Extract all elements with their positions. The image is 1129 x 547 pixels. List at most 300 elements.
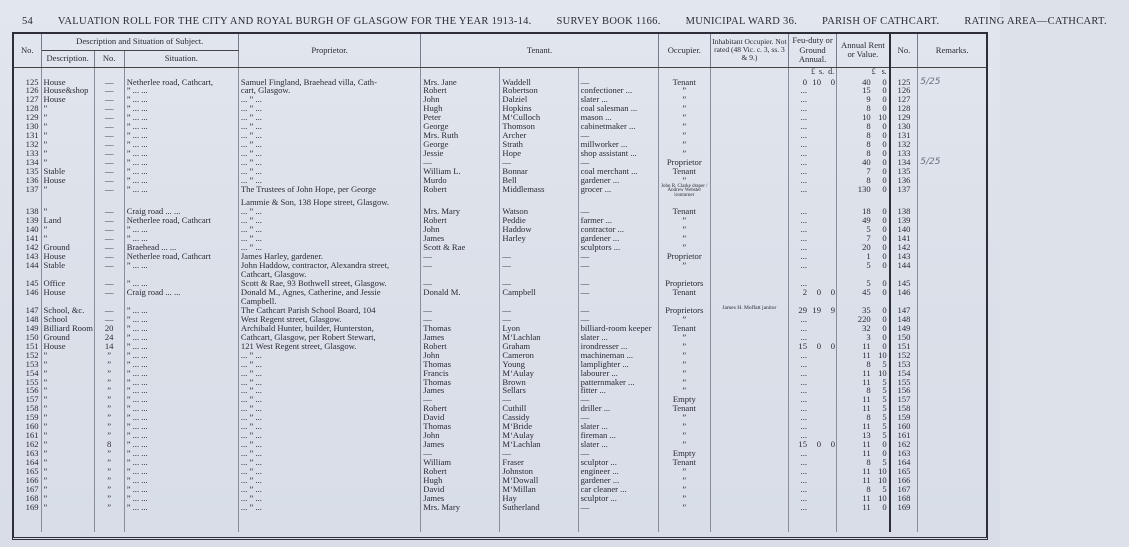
row-no-right: 161: [890, 431, 918, 440]
subject-number: —: [94, 261, 124, 270]
row-no: 154: [14, 369, 41, 378]
annual-rent: 11 0: [837, 440, 890, 449]
situation: ” ... ...: [124, 158, 238, 167]
tenant-occupation: fitter ...: [578, 386, 658, 395]
occupier: ”: [658, 95, 710, 104]
subject-number: —: [94, 149, 124, 158]
inhabitant-occupier: [710, 386, 788, 395]
tenant-first-name: James: [421, 234, 500, 243]
row-no-right: 148: [890, 315, 918, 324]
proprietor: ... ” ...: [238, 131, 420, 140]
tenant-first-name: Jessie: [421, 149, 500, 158]
subject-number: —: [94, 225, 124, 234]
inhabitant-occupier: [710, 351, 788, 360]
occupier: ”: [658, 467, 710, 476]
proprietor: ... ” ...: [238, 369, 420, 378]
tenant-last-name: Johnston: [500, 467, 578, 476]
remarks: [918, 198, 986, 207]
tenant-occupation: driller ...: [578, 404, 658, 413]
remarks: [918, 449, 986, 458]
row-no: 143: [14, 252, 41, 261]
proprietor: ... ” ...: [238, 485, 420, 494]
annual-rent: 8 5: [837, 386, 890, 395]
feu-duty: [789, 198, 837, 207]
description: Billiard Room: [41, 324, 94, 333]
row-no: 141: [14, 234, 41, 243]
description: House: [41, 288, 94, 297]
tenant-occupation: slater ...: [578, 95, 658, 104]
proprietor: ... ” ...: [238, 503, 420, 512]
tenant-last-name: Graham: [500, 342, 578, 351]
description: ”: [41, 413, 94, 422]
row-no-right: 130: [890, 122, 918, 131]
proprietor: Lammie & Son, 138 Hope street, Glasgow.: [238, 198, 420, 207]
subject-number: —: [94, 306, 124, 315]
tenant-first-name: John: [421, 351, 500, 360]
situation: Netherlee road, Cathcart,: [124, 78, 238, 87]
annual-rent: 10 10: [837, 113, 890, 122]
subject-number: —: [94, 122, 124, 131]
description: House: [41, 78, 94, 87]
tenant-first-name: Mrs. Ruth: [421, 131, 500, 140]
situation: ” ... ...: [124, 140, 238, 149]
feu-duty: ...: [789, 261, 837, 270]
row-no-right: 142: [890, 243, 918, 252]
row-no-right: 145: [890, 279, 918, 288]
annual-rent: 11 10: [837, 467, 890, 476]
table-row: [14, 351, 986, 360]
table-row: [14, 95, 986, 104]
parish: PARISH OF CATHCART.: [822, 16, 940, 27]
proprietor: The Cathcart Parish School Board, 104: [238, 306, 420, 315]
tenant-last-name: —: [500, 395, 578, 404]
inhabitant-occupier: [710, 279, 788, 288]
description: Stable: [41, 167, 94, 176]
tenant-first-name: David: [421, 485, 500, 494]
proprietor: ... ” ...: [238, 386, 420, 395]
annual-rent: 49 0: [837, 216, 890, 225]
annual-rent: 220 0: [837, 315, 890, 324]
situation: ” ... ...: [124, 131, 238, 140]
annual-rent: 13 5: [837, 431, 890, 440]
proprietor: ... ” ...: [238, 176, 420, 185]
tenant-occupation: [578, 198, 658, 207]
description: ”: [41, 458, 94, 467]
tenant-occupation: slater ...: [578, 333, 658, 342]
feu-duty: ...: [789, 207, 837, 216]
row-no-right: 126: [890, 86, 918, 95]
table-row: [14, 342, 986, 351]
table-row: [14, 369, 986, 378]
tenant-last-name: M‘Millan: [500, 485, 578, 494]
situation: Netherlee road, Cathcart: [124, 216, 238, 225]
inhabitant-occupier: [710, 503, 788, 512]
municipal-ward: MUNICIPAL WARD 36.: [685, 16, 798, 27]
situation: ” ... ...: [124, 113, 238, 122]
table-row: [14, 503, 986, 512]
row-no: 142: [14, 243, 41, 252]
row-no-right: 146: [890, 288, 918, 297]
tenant-occupation: gardener ...: [578, 176, 658, 185]
occupier: Tenant: [658, 207, 710, 216]
tenant-last-name: M‘Aulay: [500, 369, 578, 378]
occupier: ”: [658, 476, 710, 485]
row-no: 146: [14, 288, 41, 297]
tenant-occupation: —: [578, 279, 658, 288]
subject-number: ”: [94, 378, 124, 387]
table-row: [14, 261, 986, 270]
proprietor: ... ” ...: [238, 440, 420, 449]
feu-duty: ...: [789, 149, 837, 158]
table-row: [14, 431, 986, 440]
situation: ” ... ...: [124, 351, 238, 360]
situation: ” ... ...: [124, 149, 238, 158]
row-no: 149: [14, 324, 41, 333]
row-no-right: 136: [890, 176, 918, 185]
proprietor: ... ” ...: [238, 207, 420, 216]
row-no-right: 166: [890, 476, 918, 485]
feu-duty: ...: [789, 113, 837, 122]
tenant-occupation: irondresser ...: [578, 342, 658, 351]
annual-rent: 8 5: [837, 485, 890, 494]
tenant-last-name: Cassidy: [500, 413, 578, 422]
tenant-first-name: George: [421, 122, 500, 131]
table-row: [14, 476, 986, 485]
inhabitant-occupier: [710, 198, 788, 207]
row-no: 164: [14, 458, 41, 467]
remarks: [918, 167, 986, 176]
inhabitant-occupier: [710, 122, 788, 131]
proprietor: Cathcart, Glasgow, per Robert Stewart,: [238, 333, 420, 342]
row-no: 157: [14, 395, 41, 404]
row-no: 155: [14, 378, 41, 387]
inhabitant-occupier: [710, 395, 788, 404]
row-no-right: 149: [890, 324, 918, 333]
occupier: ”: [658, 315, 710, 324]
description: House: [41, 252, 94, 261]
situation: ” ... ...: [124, 306, 238, 315]
tenant-first-name: —: [421, 261, 500, 270]
inhabitant-occupier: [710, 449, 788, 458]
feu-duty: 0 10 0: [789, 78, 837, 87]
row-no-right: 135: [890, 167, 918, 176]
occupier: ”: [658, 503, 710, 512]
row-no-right: 160: [890, 422, 918, 431]
occupier: ”: [658, 86, 710, 95]
annual-rent: 8 5: [837, 458, 890, 467]
remarks: [918, 95, 986, 104]
feu-duty: ...: [789, 422, 837, 431]
inhabitant-occupier: [710, 333, 788, 342]
inhabitant-occupier: [710, 216, 788, 225]
remarks: [918, 270, 986, 279]
feu-duty: 15 0 0: [789, 342, 837, 351]
feu-duty: ...: [789, 386, 837, 395]
tenant-first-name: Mrs. Mary: [421, 207, 500, 216]
annual-rent: 20 0: [837, 243, 890, 252]
tenant-last-name: Cameron: [500, 351, 578, 360]
row-no-right: 167: [890, 485, 918, 494]
table-row: [14, 360, 986, 369]
tenant-last-name: Haddow: [500, 225, 578, 234]
subject-number: —: [94, 176, 124, 185]
table-row: [14, 176, 986, 185]
description: Land: [41, 216, 94, 225]
tenant-first-name: Peter: [421, 113, 500, 122]
remarks: [918, 413, 986, 422]
tenant-first-name: James: [421, 333, 500, 342]
tenant-first-name: David: [421, 413, 500, 422]
inhabitant-occupier: [710, 149, 788, 158]
tenant-last-name: Harley: [500, 234, 578, 243]
feu-duty: ...: [789, 369, 837, 378]
inhabitant-occupier: [710, 404, 788, 413]
feu-duty: ...: [789, 86, 837, 95]
proprietor: ... ” ...: [238, 225, 420, 234]
tenant-first-name: —: [421, 395, 500, 404]
tenant-first-name: [421, 297, 500, 306]
situation: ” ... ...: [124, 467, 238, 476]
annual-rent: 7 0: [837, 234, 890, 243]
tenant-occupation: —: [578, 261, 658, 270]
remarks: [918, 386, 986, 395]
inhabitant-occupier: [710, 360, 788, 369]
remarks: [918, 324, 986, 333]
description: ”: [41, 113, 94, 122]
remarks: [918, 351, 986, 360]
feu-duty: ...: [789, 234, 837, 243]
proprietor: 121 West Regent street, Glasgow.: [238, 342, 420, 351]
occupier: Tenant: [658, 288, 710, 297]
annual-rent: 11 10: [837, 351, 890, 360]
description: ”: [41, 149, 94, 158]
tenant-first-name: William L.: [421, 167, 500, 176]
subject-number: —: [94, 185, 124, 199]
tenant-occupation: coal salesman ...: [578, 104, 658, 113]
table-row: [14, 306, 986, 315]
tenant-first-name: Thomas: [421, 378, 500, 387]
table-row: [14, 494, 986, 503]
tenant-last-name: Fraser: [500, 458, 578, 467]
row-no: 135: [14, 167, 41, 176]
proprietor: ... ” ...: [238, 234, 420, 243]
feu-duty: ...: [789, 485, 837, 494]
annual-rent: 11 5: [837, 422, 890, 431]
occupier: ”: [658, 369, 710, 378]
tenant-last-name: M‘Bride: [500, 422, 578, 431]
row-no-right: 163: [890, 449, 918, 458]
col-description: Description.: [41, 50, 94, 67]
proprietor: ... ” ...: [238, 431, 420, 440]
table-row: [14, 270, 986, 279]
description: ”: [41, 234, 94, 243]
col-inhabitant: Inhabitant Occupier. Not rated (48 Vic. c. 3, ss. 3 & 9.): [710, 34, 788, 67]
feu-duty: ...: [789, 503, 837, 512]
row-no-right: 168: [890, 494, 918, 503]
annual-rent: 11 10: [837, 494, 890, 503]
tenant-first-name: James: [421, 494, 500, 503]
tenant-last-name: Watson: [500, 207, 578, 216]
annual-rent: 18 0: [837, 207, 890, 216]
situation: ” ... ...: [124, 485, 238, 494]
annual-rent: 45 0: [837, 288, 890, 297]
occupier: ”: [658, 216, 710, 225]
proprietor: ... ” ...: [238, 413, 420, 422]
table-row: [14, 252, 986, 261]
description: House&shop: [41, 86, 94, 95]
tenant-occupation: gardener ...: [578, 476, 658, 485]
annual-rent: 5 0: [837, 261, 890, 270]
roll-body: [14, 67, 986, 532]
inhabitant-occupier: [710, 243, 788, 252]
situation: ” ... ...: [124, 413, 238, 422]
table-row: [14, 225, 986, 234]
description: House: [41, 342, 94, 351]
proprietor: ... ” ...: [238, 422, 420, 431]
inhabitant-occupier: [710, 158, 788, 167]
table-row: [14, 158, 986, 167]
situation: ” ... ...: [124, 503, 238, 512]
situation: ” ... ...: [124, 395, 238, 404]
occupier: ”: [658, 431, 710, 440]
tenant-occupation: sculptor ...: [578, 494, 658, 503]
subject-number: ”: [94, 386, 124, 395]
proprietor: Campbell.: [238, 297, 420, 306]
description: ”: [41, 131, 94, 140]
situation: ” ... ...: [124, 458, 238, 467]
tenant-first-name: Thomas: [421, 324, 500, 333]
tenant-first-name: James: [421, 440, 500, 449]
subject-number: ”: [94, 467, 124, 476]
occupier: ”: [658, 342, 710, 351]
row-no-right: 141: [890, 234, 918, 243]
description: ”: [41, 386, 94, 395]
tenant-last-name: [500, 243, 578, 252]
table-row: [14, 413, 986, 422]
tenant-last-name: M‘Dowall: [500, 476, 578, 485]
proprietor: ... ” ...: [238, 395, 420, 404]
tenant-occupation: —: [578, 449, 658, 458]
tenant-last-name: Lyon: [500, 324, 578, 333]
description: House: [41, 176, 94, 185]
occupier: ”: [658, 360, 710, 369]
tenant-occupation: slater ...: [578, 440, 658, 449]
subject-number: ”: [94, 476, 124, 485]
situation: ” ... ...: [124, 279, 238, 288]
feu-duty: ...: [789, 324, 837, 333]
row-no: 152: [14, 351, 41, 360]
tenant-occupation: —: [578, 252, 658, 261]
tenant-last-name: Brown: [500, 378, 578, 387]
roll-sheet: [12, 32, 988, 540]
remarks: [918, 261, 986, 270]
occupier: ”: [658, 261, 710, 270]
row-no: 159: [14, 413, 41, 422]
tenant-last-name: —: [500, 315, 578, 324]
remarks: [918, 485, 986, 494]
table-row: [14, 167, 986, 176]
description: ”: [41, 485, 94, 494]
row-no: 136: [14, 176, 41, 185]
col-situation: Situation.: [124, 50, 238, 67]
proprietor: ... ” ...: [238, 216, 420, 225]
remarks: [918, 234, 986, 243]
table-row: [14, 185, 986, 199]
row-no: 151: [14, 342, 41, 351]
row-no: 127: [14, 95, 41, 104]
tenant-last-name: Middlemass: [500, 185, 578, 199]
row-no-right: 133: [890, 149, 918, 158]
inhabitant-occupier: [710, 78, 788, 87]
tenant-last-name: M‘Lachlan: [500, 333, 578, 342]
situation: ” ... ...: [124, 122, 238, 131]
row-no: 132: [14, 140, 41, 149]
description: Ground: [41, 243, 94, 252]
occupier: Tenant: [658, 404, 710, 413]
feu-duty: ...: [789, 243, 837, 252]
proprietor: ... ” ...: [238, 449, 420, 458]
row-no-right: 138: [890, 207, 918, 216]
tenant-last-name: Strath: [500, 140, 578, 149]
tenant-first-name: Robert: [421, 404, 500, 413]
inhabitant-occupier: [710, 422, 788, 431]
annual-rent: 7 0: [837, 167, 890, 176]
feu-duty: ...: [789, 131, 837, 140]
row-no-right: 152: [890, 351, 918, 360]
page-number: 54: [22, 16, 34, 27]
occupier: ”: [658, 122, 710, 131]
row-no-right: 165: [890, 467, 918, 476]
table-row: [14, 122, 986, 131]
subject-number: ”: [94, 360, 124, 369]
filler-row: [14, 512, 986, 532]
row-no: 163: [14, 449, 41, 458]
occupier: John R. Clarke draper / Andrew Webster ironturner: [658, 185, 710, 199]
table-row: [14, 149, 986, 158]
tenant-occupation: [578, 297, 658, 306]
feu-duty: ...: [789, 378, 837, 387]
situation: ” ... ...: [124, 185, 238, 199]
tenant-occupation: —: [578, 78, 658, 87]
tenant-last-name: Peddie: [500, 216, 578, 225]
remarks: [918, 216, 986, 225]
remarks: [918, 360, 986, 369]
remarks: 5/25: [920, 157, 941, 168]
tenant-occupation: —: [578, 207, 658, 216]
description: Ground: [41, 333, 94, 342]
col-tenant: Tenant.: [421, 34, 658, 67]
proprietor: ... ” ...: [238, 404, 420, 413]
subject-number: ”: [94, 395, 124, 404]
annual-rent: 8 5: [837, 413, 890, 422]
tenant-last-name: [500, 297, 578, 306]
tenant-first-name: Murdo: [421, 176, 500, 185]
subject-number: —: [94, 131, 124, 140]
subject-number: —: [94, 216, 124, 225]
remarks: [918, 131, 986, 140]
feu-duty: ...: [789, 158, 837, 167]
inhabitant-occupier: [710, 167, 788, 176]
table-row: [14, 378, 986, 387]
tenant-first-name: William: [421, 458, 500, 467]
row-no-right: 131: [890, 131, 918, 140]
subject-number: ”: [94, 351, 124, 360]
proprietor: Samuel Fingland, Braehead villa, Cath-: [238, 78, 420, 87]
occupier: ”: [658, 378, 710, 387]
remarks: [918, 185, 986, 199]
situation: ” ... ...: [124, 449, 238, 458]
feu-duty: ...: [789, 252, 837, 261]
